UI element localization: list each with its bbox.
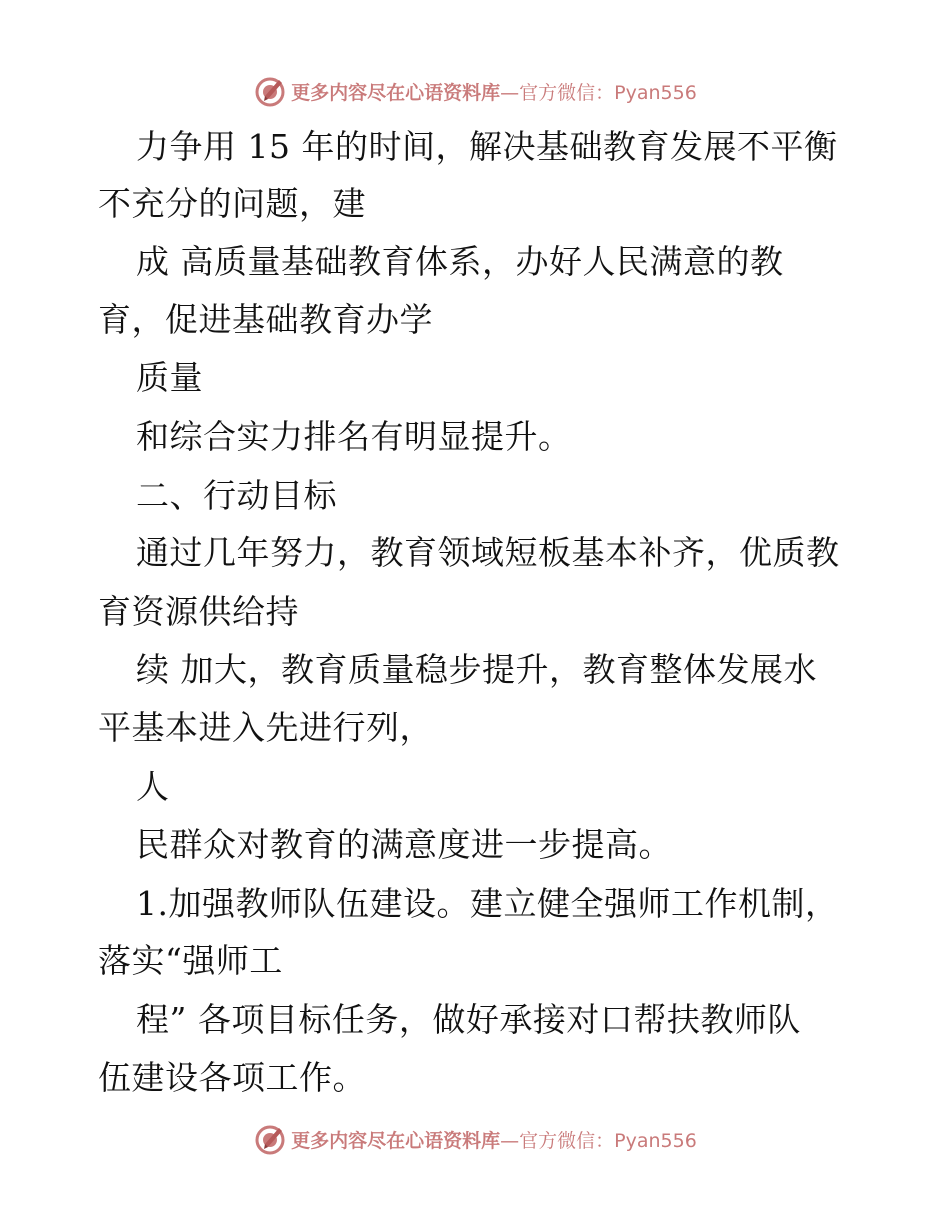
watermark-rest: —官方微信：Pyan556: [500, 1129, 697, 1152]
body-line: 通过几年努力，教育领域短板基本补齐，优质教: [136, 533, 840, 572]
body-line: 和综合实力排名有明显提升。: [136, 417, 572, 456]
footer-watermark: [0, 1119, 950, 1159]
body-line: 落实“强师工: [98, 941, 283, 980]
body-line: 育资源供给持: [98, 592, 299, 631]
body-line: 质量: [136, 358, 203, 397]
body-line: 育，促进基础教育办学: [98, 300, 433, 339]
body-line: 1.加强教师队伍建设。建立健全强师工作机制，: [136, 884, 839, 923]
body-line: 程” 各项目标任务，做好承接对口帮扶教师队: [136, 1000, 801, 1039]
body-line: 成 高质量基础教育体系，办好人民满意的教: [136, 242, 784, 281]
section-heading: 二、行动目标: [136, 476, 337, 515]
body-line: 不充分的问题，建: [98, 184, 366, 223]
watermark-rest: —官方微信：Pyan556: [500, 81, 697, 104]
body-line: 平基本进入先进行列，: [98, 708, 433, 747]
body-line: 伍建设各项工作。: [98, 1058, 366, 1097]
watermark-main: 更多内容尽在心语资料库: [291, 1129, 501, 1152]
watermark-main: 更多内容尽在心语资料库: [291, 81, 501, 104]
watermark-text: [291, 1126, 697, 1153]
body-line: 力争用 15 年的时间，解决基础教育发展不平衡: [136, 127, 838, 166]
body-line: 续 加大，教育质量稳步提升，教育整体发展水: [136, 650, 817, 689]
body-line: 民群众对教育的满意度进一步提高。: [136, 825, 672, 864]
quill-seal-logo-icon: [253, 1122, 287, 1156]
body-line: 人: [136, 767, 170, 806]
